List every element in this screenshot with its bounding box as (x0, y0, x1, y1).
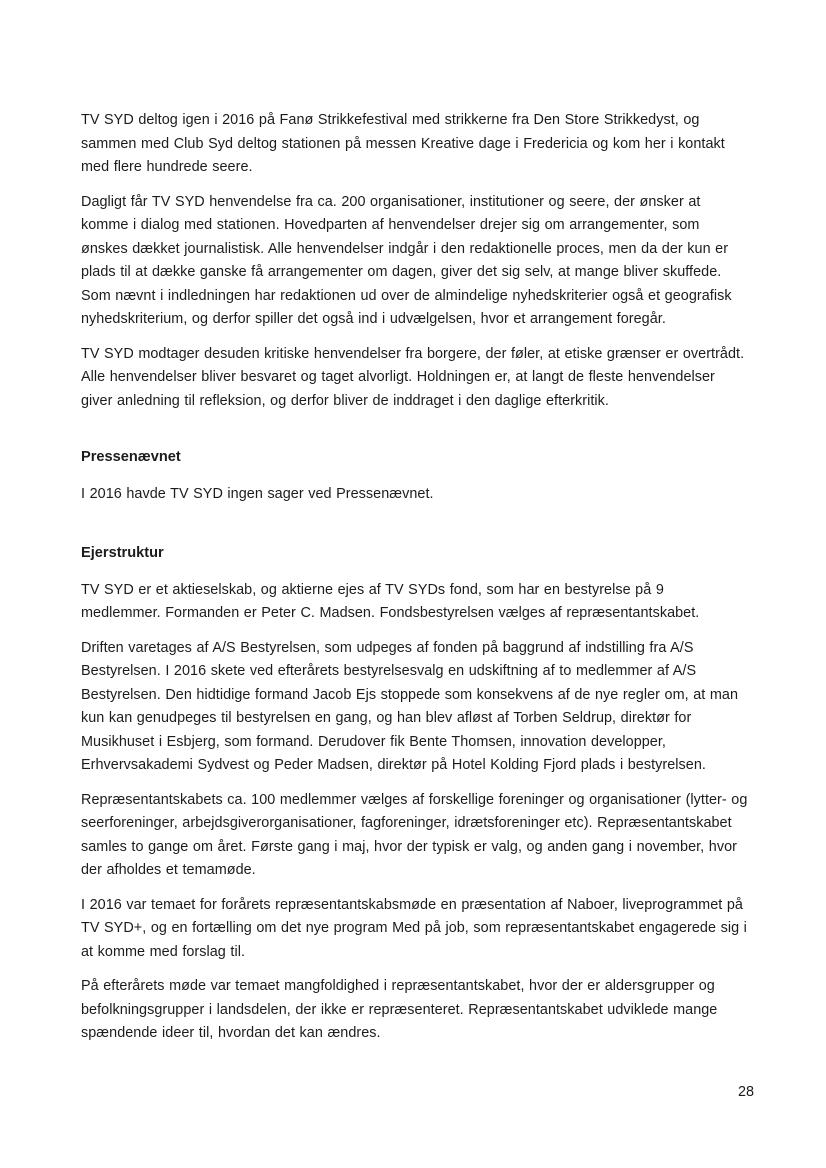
paragraph-driften-bestyrelsen: Driften varetages af A/S Bestyrelsen, som udpeges af fonden på baggrund af indstilling fra A/S Bestyrelsen. I 2016 skete ved efterårets bestyrelsesvalg en udskiftning af to medlemmer af A/S Bestyrelsen. Den hidtidige formand Jacob Ejs stoppede som konsekvens af de nye regler om, at man kun kan genudpeges til bestyrelsen en gang, og han blev afløst af Torben Seldrup, direktør for Musikhuset i Esbjerg, som formand. Derudover fik Bente Thomsen, innovation developper, Erhvervsakademi Sydvest og Peder Madsen, direktør på Hotel Kolding Fjord plads i bestyrelsen. (81, 639, 739, 773)
heading-pressenaevnet: Pressenævnet (81, 449, 181, 465)
heading-ejerstruktur: Ejerstruktur (81, 545, 164, 561)
paragraph-repraesentantskab-medlemmer: Repræsentantskabets ca. 100 medlemmer vælges af forskellige foreninger og organisationer (lytter- og seerforeninger, arbejdsgiverorganisationer, fagforeninger, idrætsforeninger etc). Repræsentantskabet samles to gange om året. Første gang i maj, hvor der typisk er valg, og anden gang i november, hvor der afholdes et temamøde. (81, 791, 748, 878)
paragraph-aktieselskab: TV SYD er et aktieselskab, og aktierne ejes af TV SYDs fond, som har en bestyrelse på 9 medlemmer. Formanden er Peter C. Madsen. Fondsbestyrelsen vælges af repræsentantskabet. (81, 581, 700, 621)
paragraph-pressenaevnet-sager: I 2016 havde TV SYD ingen sager ved Pressenævnet. (81, 485, 434, 502)
paragraph-foraarets-moede: I 2016 var temaet for forårets repræsentantskabsmøde en præsentation af Naboer, liveprogrammet på TV SYD+, og en fortælling om det nye program Med på job, som repræsentantskabet engagerede sig i at komme med forslag til. (81, 896, 747, 960)
page-number: 28 (737, 1084, 754, 1100)
paragraph-efteraarets-moede: På efterårets møde var temaet mangfoldighed i repræsentantskabet, hvor der er aldersgrupper og befolkningsgrupper i landsdelen, der ikke er repræsenteret. Repræsentantskabet udviklede mange spændende ideer til, hvordan det kan ændres. (81, 978, 718, 1041)
paragraph-fanoe-strikkefestival: TV SYD deltog igen i 2016 på Fanø Strikkefestival med strikkerne fra Den Store Strikkedyst, og sammen med Club Syd deltog stationen på messen Kreative dage i Fredericia og kom her i kontakt med flere hundrede seere. (81, 112, 725, 175)
paragraph-daglige-henvendelser: Dagligt får TV SYD henvendelse fra ca. 200 organisationer, institutioner og seere, der ønsker at komme i dialog med stationen. Hovedparten af henvendelser drejer sig om arrangementer, som ønskes dækket journalistisk. Alle henvendelser indgår i den redaktionelle proces, men da der kun er plads til at dække ganske få arrangementer om dagen, giver det sig selv, at mange bliver skuffede. Som nævnt i indledningen har redaktionen ud over de almindelige nyhedskriterier også et geografisk nyhedskriterium, og derfor spiller det også ind i udvælgelsen, hvor et arrangement foregår. (81, 193, 732, 327)
paragraph-kritiske-henvendelser: TV SYD modtager desuden kritiske henvendelser fra borgere, der føler, at etiske grænser er overtrådt. Alle henvendelser bliver besvaret og taget alvorligt. Holdningen er, at langt de fleste henvendelser giver anledning til refleksion, og derfor bliver de inddraget i den daglige efterkritik. (81, 345, 745, 409)
